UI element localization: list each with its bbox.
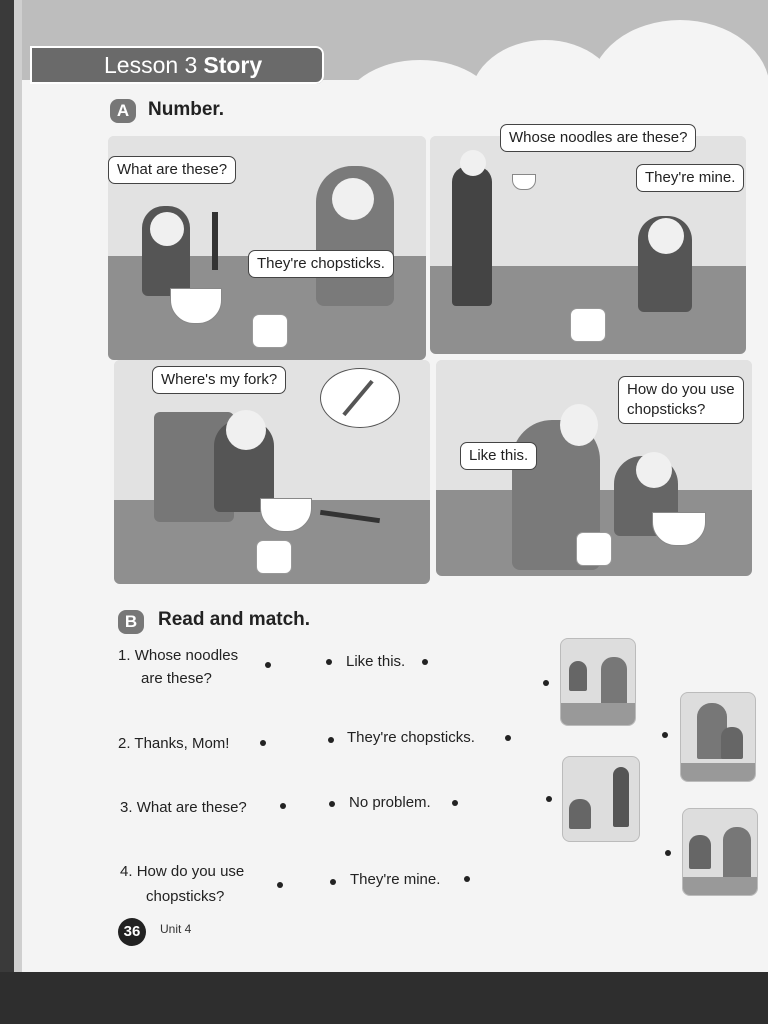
item-text: Thanks, Mom! xyxy=(134,735,230,752)
item-number: 1. xyxy=(118,647,131,664)
speech-bubble: They're chopsticks. xyxy=(248,250,394,278)
match-dot-left-4[interactable] xyxy=(277,882,283,888)
number-box-2[interactable] xyxy=(570,308,606,342)
mom-face xyxy=(560,404,598,446)
match-dot-mid-1b[interactable] xyxy=(422,659,428,665)
lesson-title xyxy=(104,50,262,80)
match-dot-left-1[interactable] xyxy=(265,662,271,668)
lesson-number: Lesson 3 xyxy=(104,52,198,78)
match-left-4-line2: chopsticks? xyxy=(146,888,225,905)
mom-face xyxy=(332,178,374,220)
section-a-badge: A xyxy=(110,99,136,123)
match-middle-4: They're mine. xyxy=(350,871,441,888)
section-a-title: Number. xyxy=(148,99,225,120)
speech-bubble: Like this. xyxy=(460,442,537,470)
match-dot-mid-2[interactable] xyxy=(328,737,334,743)
match-middle-3: No problem. xyxy=(349,794,431,811)
match-left-1-line2: are these? xyxy=(141,670,212,687)
waiter-face xyxy=(460,150,486,176)
noodle-bowl-icon xyxy=(512,174,536,190)
match-middle-2: They're chopsticks. xyxy=(347,729,475,746)
number-box-1[interactable] xyxy=(252,314,288,348)
item-number: 4. xyxy=(120,863,133,880)
section-b-badge: B xyxy=(118,610,144,634)
match-left-4 xyxy=(120,860,244,884)
match-dot-mid-4[interactable] xyxy=(330,879,336,885)
match-dot-pic-4[interactable] xyxy=(665,850,671,856)
match-middle-1: Like this. xyxy=(346,653,406,670)
number-box-4[interactable] xyxy=(576,532,612,566)
match-dot-pic-2[interactable] xyxy=(662,732,668,738)
boy-face xyxy=(226,410,266,450)
boy-face xyxy=(636,452,672,488)
match-dot-pic-1[interactable] xyxy=(543,680,549,686)
match-left-3 xyxy=(120,796,247,820)
chopsticks-icon xyxy=(212,212,218,270)
match-dot-left-2[interactable] xyxy=(260,740,266,746)
match-dot-mid-3[interactable] xyxy=(329,801,335,807)
number-box-3[interactable] xyxy=(256,540,292,574)
item-text: How do you use xyxy=(136,863,245,880)
match-dot-mid-2b[interactable] xyxy=(505,735,511,741)
speech-bubble: Where's my fork? xyxy=(152,366,286,394)
item-number: 3. xyxy=(120,799,133,816)
speech-bubble: They're mine. xyxy=(636,164,744,192)
speech-bubble: What are these? xyxy=(108,156,236,184)
match-dot-pic-3[interactable] xyxy=(546,796,552,802)
unit-label: Unit 4 xyxy=(160,922,192,936)
scan-background xyxy=(0,972,768,1024)
match-left-2 xyxy=(118,732,229,756)
lesson-story-label: Story xyxy=(203,52,263,78)
speech-bubble xyxy=(618,376,744,424)
picture-thumb-3 xyxy=(562,756,640,842)
match-dot-mid-4b[interactable] xyxy=(464,876,470,882)
boy-face xyxy=(150,212,184,246)
item-text: What are these? xyxy=(136,799,247,816)
speech-bubble: Whose noodles are these? xyxy=(500,124,696,152)
bubble-line: How do you use xyxy=(627,381,735,398)
waiter-figure xyxy=(452,166,492,306)
match-dot-left-3[interactable] xyxy=(280,803,286,809)
match-left-1 xyxy=(118,644,238,668)
picture-thumb-4 xyxy=(682,808,758,896)
page-number: 36 xyxy=(118,918,146,946)
picture-thumb-1 xyxy=(560,638,636,726)
picture-thumb-2 xyxy=(680,692,756,782)
item-text: Whose noodles xyxy=(134,647,239,664)
match-dot-mid-3b[interactable] xyxy=(452,800,458,806)
item-number: 2. xyxy=(118,735,131,752)
match-dot-mid-1[interactable] xyxy=(326,659,332,665)
bubble-line: chopsticks? xyxy=(627,401,706,418)
boy-face xyxy=(648,218,684,254)
section-b-title: Read and match. xyxy=(158,609,311,630)
